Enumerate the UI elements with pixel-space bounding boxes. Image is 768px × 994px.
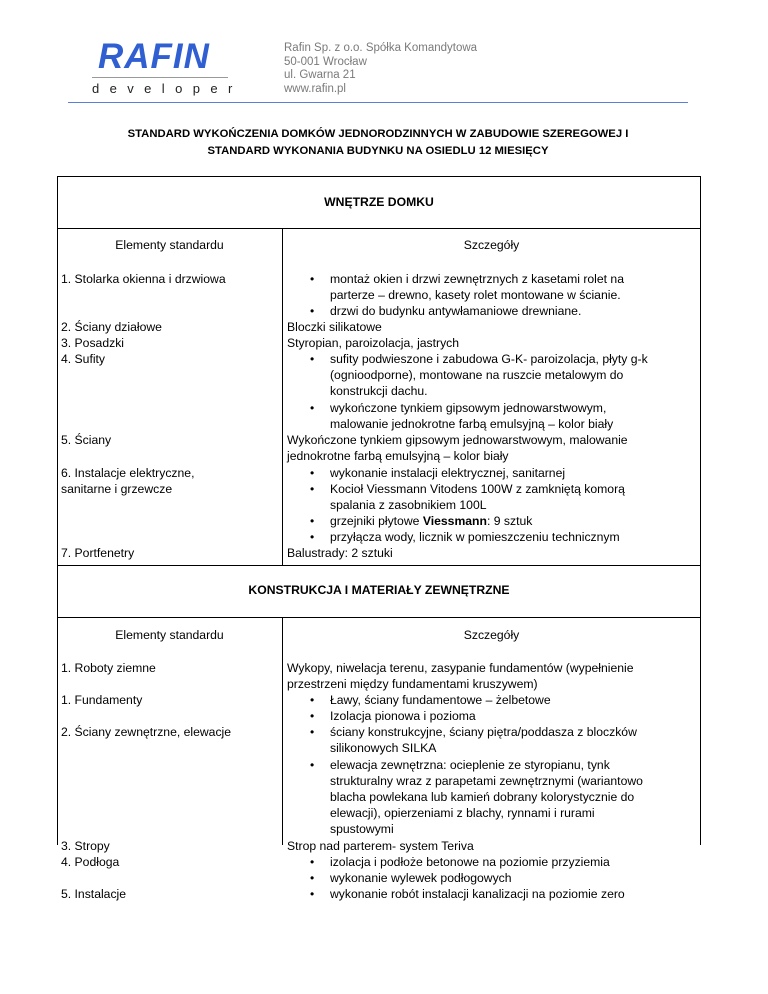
interior-heading-bottom-border <box>57 228 701 229</box>
bullet-dot-icon: • <box>310 466 315 480</box>
bullet-dot-icon: • <box>310 401 315 415</box>
interior-item-ceilings: 4. Sufity <box>61 352 106 366</box>
interior-item-windows-doors: 1. Stolarka okienna i drzwiowa <box>61 272 226 286</box>
detail-line: jednokrotne farbą emulsyjną – kolor biały <box>287 449 509 463</box>
detail-line: sufity podwieszone i zabudowa G-K- paroizolacja, płyty g-k <box>330 352 648 366</box>
exterior-item-earthworks: 1. Roboty ziemne <box>61 661 156 675</box>
company-street: ul. Gwarna 21 <box>284 69 356 81</box>
detail-line: malowanie jednokrotne farbą emulsyjną – kolor biały <box>330 417 614 431</box>
bullet-dot-icon: • <box>310 482 315 496</box>
title-line-2: STANDARD WYKONANIA BUDYNKU NA OSIEDLU 12 MIESIĘCY <box>207 145 549 157</box>
radiators-text: grzejniki płytowe <box>330 514 423 528</box>
interior-item-installations-1: 6. Instalacje elektryczne, <box>61 466 195 480</box>
detail-line: Wykończone tynkiem gipsowym jednowarstwowym, malowanie <box>287 433 628 447</box>
detail-line: Wykopy, niwelacja terenu, zasypanie fundamentów (wypełnienie <box>287 661 634 675</box>
bullet-dot-icon: • <box>310 855 315 869</box>
bullet-dot-icon: • <box>310 725 315 739</box>
detail-line: przyłącza wody, licznik w pomieszczeniu technicznym <box>330 530 620 544</box>
bullet-dot-icon: • <box>310 887 315 901</box>
exterior-col-left-header: Elementy standardu <box>115 628 224 642</box>
interior-item-partition-walls: 2. Ściany działowe <box>61 320 162 334</box>
detail-line: Bloczki silikatowe <box>287 320 382 334</box>
detail-line: Styropian, paroizolacja, jastrych <box>287 336 460 350</box>
detail-line: Izolacja pionowa i pozioma <box>330 709 476 723</box>
exterior-heading: KONSTRUKCJA I MATERIAŁY ZEWNĘTRZNE <box>248 583 510 597</box>
detail-line: Strop nad parterem- system Teriva <box>287 839 474 853</box>
table-left-border <box>57 176 58 845</box>
table-right-border <box>700 176 701 845</box>
exterior-column-divider <box>282 617 283 845</box>
detail-line: wykonanie instalacji elektrycznej, sanitarnej <box>330 466 566 480</box>
exterior-item-ceilings: 3. Stropy <box>61 839 110 853</box>
bullet-dot-icon: • <box>310 530 315 544</box>
bullet-dot-icon: • <box>310 871 315 885</box>
exterior-item-floor: 4. Podłoga <box>61 855 120 869</box>
interior-col-right-header: Szczegóły <box>463 238 520 252</box>
detail-line: ściany konstrukcyjne, ściany piętra/poddasza z bloczków <box>330 725 637 739</box>
detail-line: spustowymi <box>330 822 394 836</box>
detail-line: wykonanie wylewek podłogowych <box>330 871 512 885</box>
bullet-dot-icon: • <box>310 352 315 366</box>
detail-line: parterze – drewno, kasety rolet montowane w ścianie. <box>330 288 621 302</box>
logo-brand: RAFIN <box>98 37 210 76</box>
exterior-item-installations: 5. Instalacje <box>61 887 127 901</box>
interior-item-installations-2: sanitarne i grzewcze <box>61 482 173 496</box>
logo-tagline: developer <box>92 81 243 96</box>
detail-line: konstrukcji dachu. <box>330 384 428 398</box>
bullet-dot-icon: • <box>310 272 315 286</box>
interior-item-floors: 3. Posadzki <box>61 336 125 350</box>
exterior-item-external-walls: 2. Ściany zewnętrzne, elewacje <box>61 725 232 739</box>
detail-line: wykończone tynkiem gipsowym jednowarstwowym, <box>330 401 607 415</box>
detail-line: izolacja i podłoże betonowe na poziomie przyziemia <box>330 855 610 869</box>
rafin-logo <box>92 37 243 97</box>
bullet-dot-icon: • <box>310 758 315 772</box>
bullet-dot-icon: • <box>310 514 315 528</box>
detail-line: wykonanie robót instalacji kanalizacji na poziomie zero <box>330 887 625 901</box>
company-name: Rafin Sp. z o.o. Spółka Komandytowa <box>284 42 478 54</box>
detail-line: elewacja zewnętrzna: ocieplenie ze styropianu, tynk <box>330 758 610 772</box>
detail-line: elewacji), opierzeniami z blachy, rynnami i rurami <box>330 806 595 820</box>
table-top-border <box>57 176 701 177</box>
interior-heading: WNĘTRZE DOMKU <box>324 195 434 209</box>
title-line-1: STANDARD WYKOŃCZENIA DOMKÓW JEDNORODZINNYCH W ZABUDOWIE SZEREGOWEJ I <box>127 128 629 140</box>
bullet-dot-icon: • <box>310 693 315 707</box>
detail-line-radiators <box>330 513 532 529</box>
detail-line: blacha powlekana lub kamień dobrany kolorystycznie do <box>330 790 635 804</box>
company-postal-city: 50-001 Wrocław <box>284 55 367 68</box>
document-title <box>68 126 688 160</box>
detail-line: strukturalny wraz z parapetami zewnętrznymi (wariantowo <box>330 774 643 788</box>
detail-line: (ognioodporne), montowane na ruszcie metalowym do <box>330 368 624 382</box>
logo-divider <box>92 77 228 78</box>
bullet-dot-icon: • <box>310 709 315 723</box>
interior-item-walls: 5. Ściany <box>61 433 112 447</box>
detail-line: spalania z zasobnikiem 100L <box>330 498 487 512</box>
detail-line: drzwi do budynku antywłamaniowe drewniane. <box>330 304 582 318</box>
radiators-count: : 9 sztuk <box>486 514 533 528</box>
header-rule <box>68 102 688 103</box>
detail-line: Balustrady: 2 sztuki <box>287 546 393 560</box>
company-address <box>284 42 477 96</box>
interior-item-french-windows: 7. Portfenetry <box>61 546 135 560</box>
radiators-brand: Viessmann <box>422 514 487 528</box>
exterior-col-right-header: Szczegóły <box>463 628 520 642</box>
exterior-item-foundations: 1. Fundamenty <box>61 693 143 707</box>
interior-column-divider <box>282 228 283 565</box>
interior-section-bottom-border <box>57 565 701 566</box>
bullet-dot-icon: • <box>310 304 315 318</box>
exterior-heading-bottom-border <box>57 617 701 618</box>
detail-line: Ławy, ściany fundamentowe – żelbetowe <box>330 693 551 707</box>
interior-col-left-header: Elementy standardu <box>115 238 224 252</box>
detail-line: silikonowych SILKA <box>330 741 437 755</box>
detail-line: przestrzeni między fundamentami kruszywem) <box>287 677 538 691</box>
detail-line: Kocioł Viessmann Vitodens 100W z zamkniętą komorą <box>330 482 625 496</box>
company-website: www.rafin.pl <box>284 82 346 95</box>
detail-line: montaż okien i drzwi zewnętrznych z kasetami rolet na <box>330 272 624 286</box>
